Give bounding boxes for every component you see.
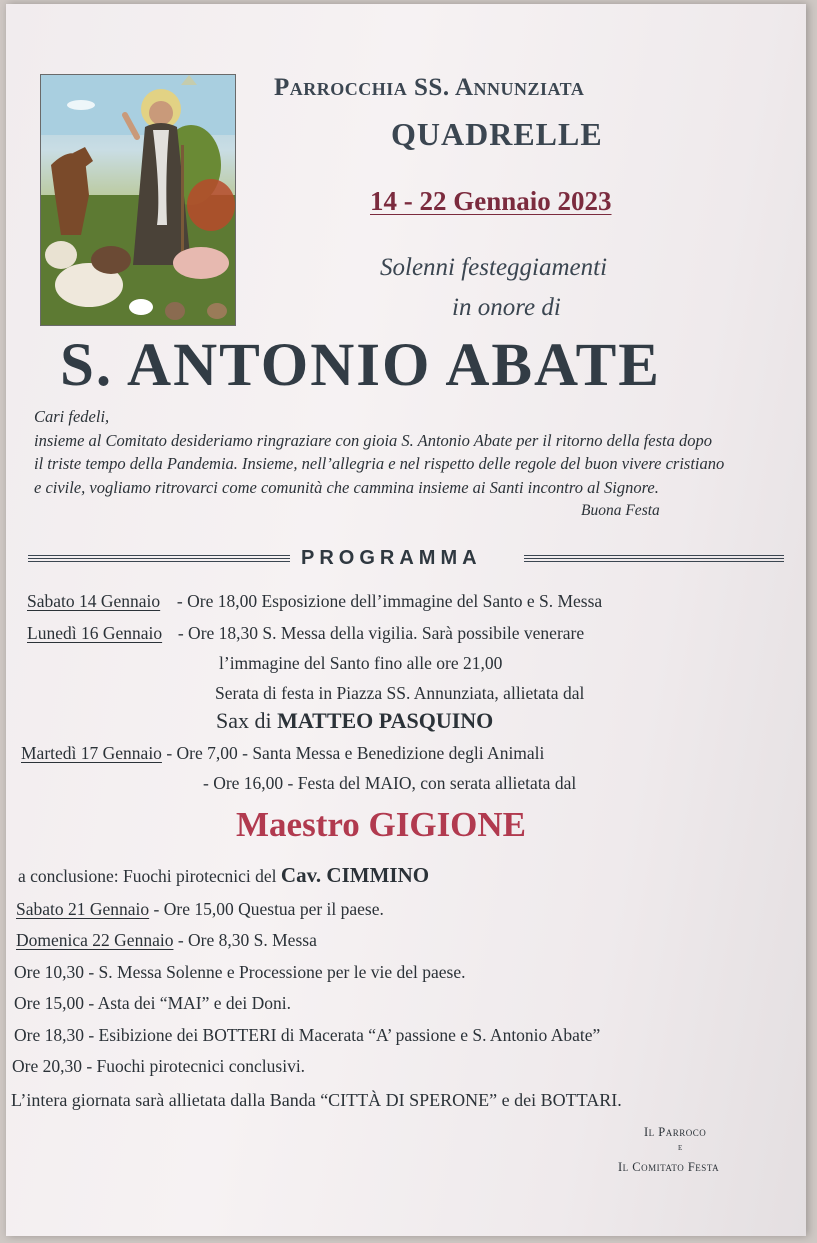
program-sax xyxy=(216,708,493,734)
performer-name: MATTEO PASQUINO xyxy=(277,708,494,733)
program-sat14 xyxy=(27,591,602,612)
program-text: Sax di xyxy=(216,708,278,733)
program-final: L’intera giornata sarà allietata dalla Banda “CITTÀ DI SPERONE” e dei BOTTARI. xyxy=(11,1090,622,1110)
letter-line: e civile, vogliamo ritrovarci come comunità che cammina insieme ai Santi incontro al Signore. xyxy=(34,477,659,497)
pyrotechnician-name: Cav. CIMMINO xyxy=(280,863,430,887)
program-text: - Ore 7,00 - Santa Messa e Benedizione degli Animali xyxy=(166,743,545,763)
program-text: - Ore 16,00 - Festa del MAIO, con serata allietata dal xyxy=(203,773,577,793)
letter-greeting: Cari fedeli, xyxy=(34,407,110,426)
town-name: QUADRELLE xyxy=(391,116,603,152)
letter-closing: Buona Festa xyxy=(581,502,660,519)
saint-antonio-image xyxy=(40,74,236,326)
program-text: l’immagine del Santo fino alle ore 21,00 xyxy=(219,653,503,673)
signature-comitato: Il Comitato Festa xyxy=(618,1160,720,1174)
day-label: Martedì 17 Gennaio xyxy=(21,743,162,763)
letter-line: insieme al Comitato desideriamo ringraziare con gioia S. Antonio Abate per il ritorno della festa dopo xyxy=(34,430,713,450)
program-text: a conclusione: Fuochi pirotecnici del xyxy=(18,866,281,886)
letter-line: il triste tempo della Pandemia. Insieme, nell’allegria e nel rispetto delle regole del buon vivere cristiano xyxy=(34,454,725,473)
program-sat21 xyxy=(16,899,384,920)
program-text: Serata di festa in Piazza SS. Annunziata, allietata dal xyxy=(215,683,585,703)
program-1030: Ore 10,30 - S. Messa Solenne e Processione per le vie del paese. xyxy=(14,962,466,982)
divider-right xyxy=(524,555,784,563)
program-1500: Ore 15,00 - Asta dei “MAI” e dei Doni. xyxy=(14,993,292,1013)
saint-illustration-icon xyxy=(41,75,235,325)
day-label: Sabato 14 Gennaio xyxy=(27,591,161,611)
program-text: - Ore 15,00 Questua per il paese. xyxy=(149,899,384,919)
programma-title: PROGRAMMA xyxy=(301,547,482,569)
day-label: Lunedì 16 Gennaio xyxy=(27,623,163,643)
divider-left xyxy=(28,555,290,563)
program-sun22 xyxy=(16,930,317,951)
greeting-letter xyxy=(34,405,724,499)
day-label: Sabato 21 Gennaio xyxy=(16,899,150,919)
maestro-gigione: Maestro GIGIONE xyxy=(236,805,527,844)
parish-name: Parrocchia SS. Annunziata xyxy=(274,74,585,101)
program-text: - Ore 8,30 S. Messa xyxy=(173,930,317,950)
poster xyxy=(6,4,806,1236)
signature-and: e xyxy=(678,1142,683,1153)
celebration-line-1: Solenni festeggiamenti xyxy=(380,254,608,281)
program-text: - Ore 18,30 S. Messa della vigilia. Sarà possibile venerare xyxy=(177,623,585,643)
signature-parroco: Il Parroco xyxy=(644,1125,707,1139)
program-mon16 xyxy=(27,623,584,644)
day-label: Domenica 22 Gennaio xyxy=(16,930,174,950)
program-tue17 xyxy=(21,743,544,764)
program-fireworks xyxy=(18,863,429,888)
saint-title: S. ANTONIO ABATE xyxy=(60,332,661,399)
celebration-line-2: in onore di xyxy=(452,294,561,321)
program-1830: Ore 18,30 - Esibizione dei BOTTERI di Macerata “A’ passione e S. Antonio Abate” xyxy=(14,1025,601,1045)
festival-dates: 14 - 22 Gennaio 2023 xyxy=(370,186,612,216)
program-text: - Ore 18,00 Esposizione dell’immagine del Santo e S. Messa xyxy=(176,591,603,611)
program-2030: Ore 20,30 - Fuochi pirotecnici conclusivi. xyxy=(12,1056,306,1076)
